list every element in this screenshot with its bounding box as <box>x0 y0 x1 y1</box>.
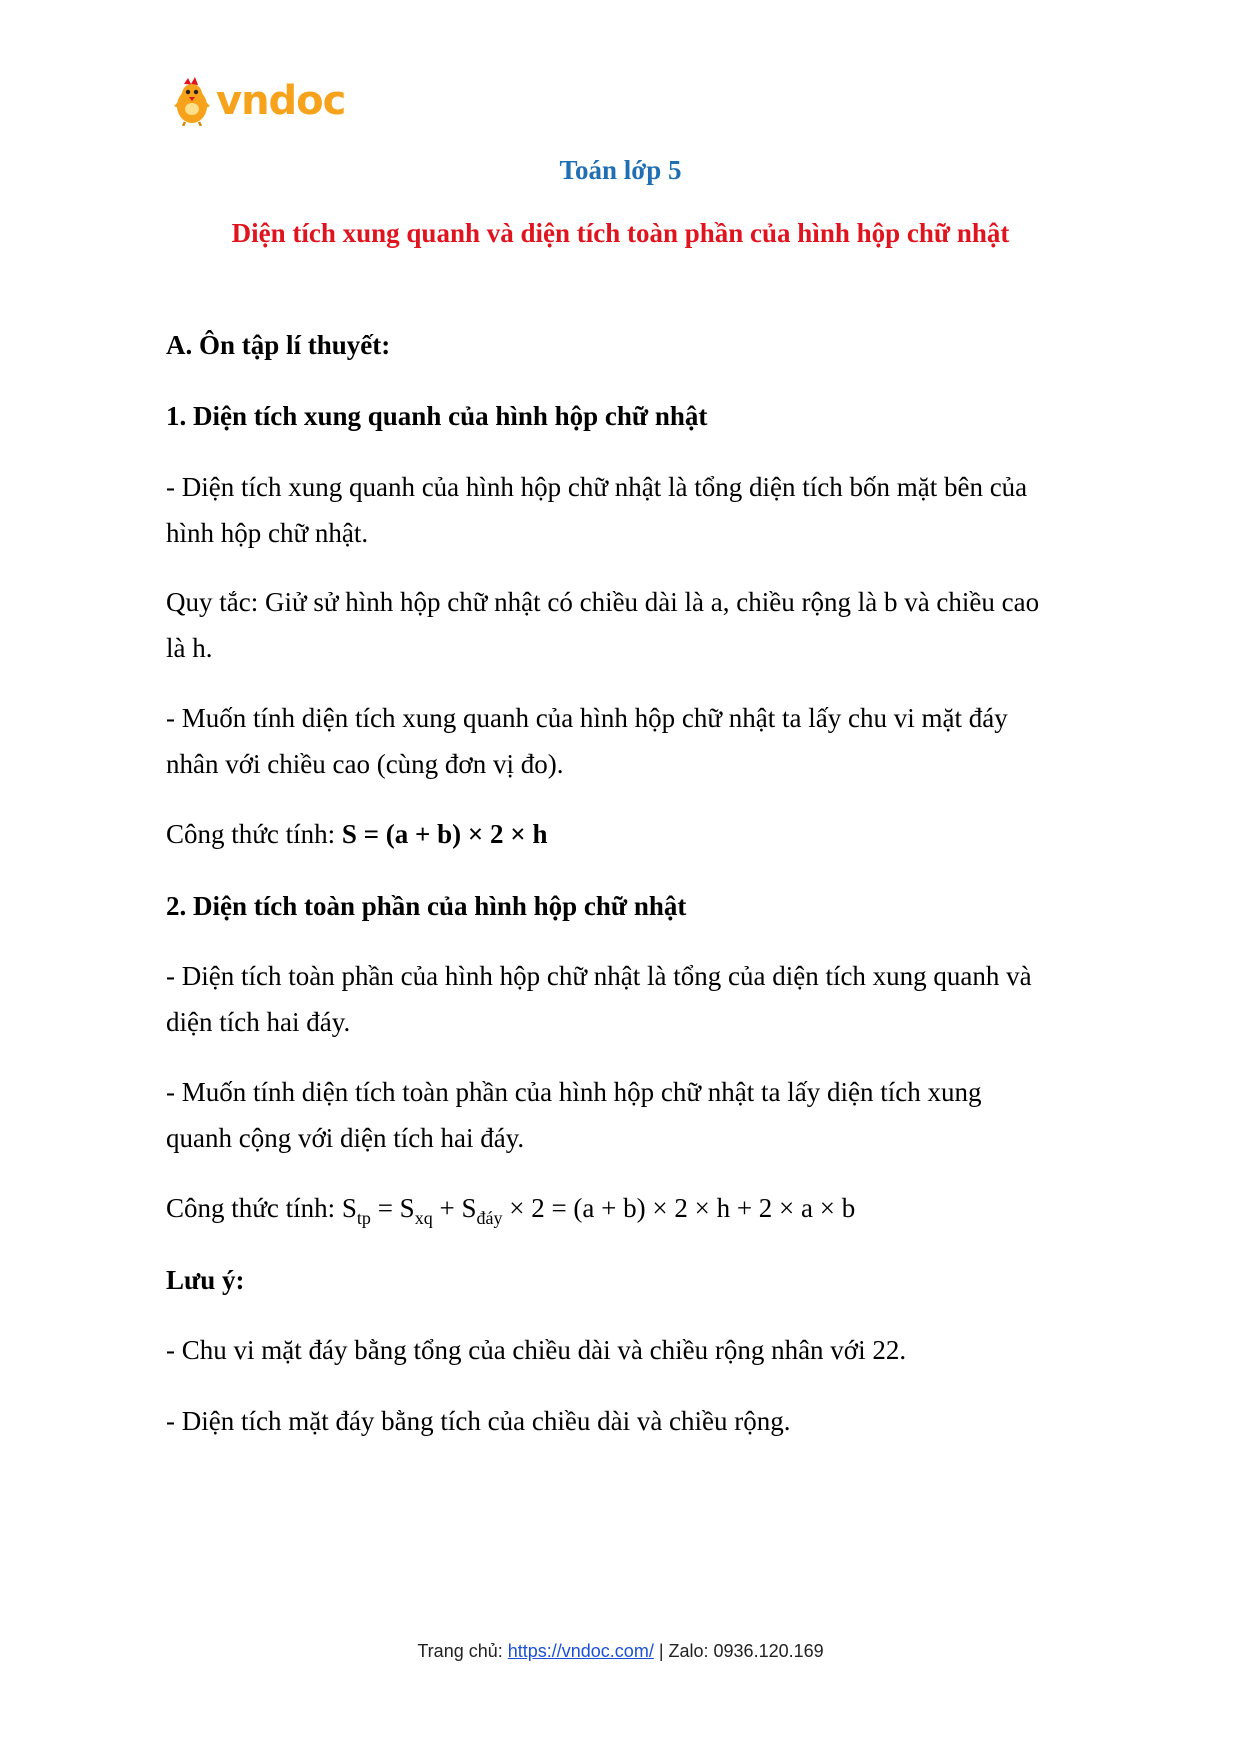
formula-label: Công thức tính: <box>166 819 342 849</box>
part2-formula-line <box>166 1183 1096 1237</box>
formula-sub-tp: tp <box>356 1208 371 1228</box>
part1-formula-line <box>166 809 1096 860</box>
page-title: Toán lớp 5 <box>559 155 682 185</box>
part2-how-line2: quanh cộng với diện tích hai đáy. <box>166 1123 525 1153</box>
part2-def-line2: diện tích hai đáy. <box>166 1007 351 1037</box>
formula-rest: × 2 = (a + b) × 2 × h + 2 × a × b <box>502 1193 856 1223</box>
homepage-link[interactable]: https://vndoc.com/ <box>507 1641 654 1661</box>
formula-s: S <box>341 1193 357 1223</box>
part1-rule-line1: Quy tắc: Giử sử hình hộp chữ nhật có chiều dài là a, chiều rộng là b và chiều cao <box>166 587 1040 617</box>
formula-sxq: S = (a + b) × 2 × h <box>341 819 548 849</box>
formula-eq: = <box>370 1193 400 1223</box>
note-line2: - Diện tích mặt đáy bằng tích của chiều dài và chiều rộng. <box>166 1406 791 1436</box>
formula-s: S <box>399 1193 415 1223</box>
part2-def-line1: - Diện tích toàn phần của hình hộp chữ nhật là tổng của diện tích xung quanh và <box>166 961 1032 991</box>
part2-how-line1: - Muốn tính diện tích toàn phần của hình hộp chữ nhật ta lấy diện tích xung <box>166 1077 982 1107</box>
part1-def-line1: - Diện tích xung quanh của hình hộp chữ nhật là tổng diện tích bốn mặt bên của <box>166 472 1028 502</box>
part1-def-line2: hình hộp chữ nhật. <box>166 518 369 548</box>
footer-prefix: Trang chủ: <box>417 1641 508 1661</box>
page-subtitle: Diện tích xung quanh và diện tích toàn phần của hình hộp chữ nhật <box>231 218 1010 248</box>
part1-how-line2: nhân với chiều cao (cùng đơn vị đo). <box>166 749 564 779</box>
section-a-heading: A. Ôn tập lí thuyết: <box>166 330 391 360</box>
page-footer <box>0 1641 1241 1662</box>
note-heading: Lưu ý: <box>166 1265 245 1295</box>
formula-label: Công thức tính: <box>166 1193 342 1223</box>
formula-sub-day: đáy <box>476 1208 503 1228</box>
chicken-mascot-icon <box>170 76 214 126</box>
logo-wordmark: vndoc <box>216 78 346 124</box>
part2-heading: 2. Diện tích toàn phần của hình hộp chữ nhật <box>166 891 687 921</box>
note-line1: - Chu vi mặt đáy bằng tổng của chiều dài và chiều rộng nhân với 22. <box>166 1335 907 1365</box>
formula-s: S <box>461 1193 477 1223</box>
footer-zalo: | Zalo: 0936.120.169 <box>653 1641 824 1661</box>
part1-how-line1: - Muốn tính diện tích xung quanh của hình hộp chữ nhật ta lấy chu vi mặt đáy <box>166 703 1008 733</box>
part1-heading: 1. Diện tích xung quanh của hình hộp chữ nhật <box>166 401 708 431</box>
vndoc-logo[interactable] <box>170 76 345 126</box>
part1-rule-line2: là h. <box>166 633 213 663</box>
formula-plus: + <box>432 1193 462 1223</box>
formula-sub-xq: xq <box>414 1208 433 1228</box>
